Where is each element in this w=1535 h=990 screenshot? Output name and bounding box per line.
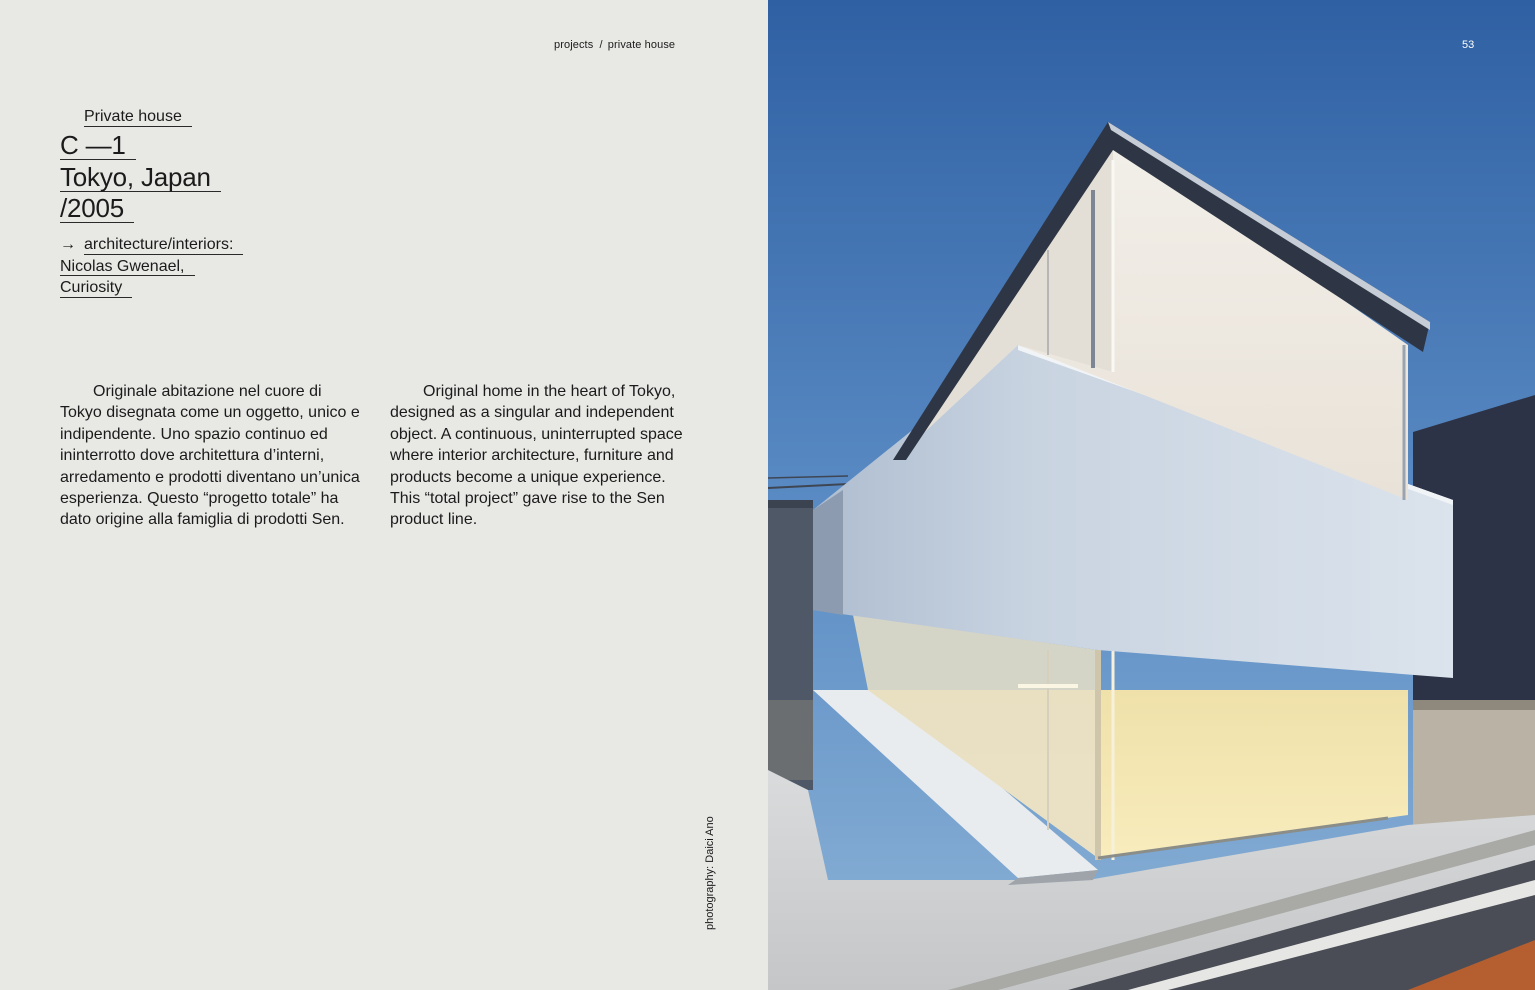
- kicker-label: Private house: [84, 109, 192, 127]
- credit-name: Curiosity: [60, 277, 243, 299]
- title-line-year: /2005: [60, 193, 221, 225]
- italian-paragraph: Originale abitazione nel cuore di Tokyo disegnata come un oggetto, unico e indipendente. Uno spazio continuo ed ininterrotto dove architettura d’interni, arredamento e prodotti diventano un’unica esperienza. Questo “progetto totale” ha dato origine alla famiglia di prodotti Sen.: [60, 383, 360, 529]
- english-paragraph: Original home in the heart of Tokyo, designed as a singular and independent object. A continuous, uninterrupted space where interior architecture, furniture and products become a unique experience. This “total project” gave rise to the Sen product line.: [390, 383, 683, 529]
- body-text-english: [390, 381, 685, 531]
- page-number: 53: [1462, 39, 1475, 51]
- credit-name: Nicolas Gwenael,: [60, 256, 243, 278]
- house-photo: [768, 0, 1535, 990]
- title-line-location: Tokyo, Japan: [60, 162, 221, 194]
- running-head-section: projects: [554, 39, 594, 51]
- running-head: [554, 39, 675, 51]
- project-title: [60, 130, 221, 225]
- credit-role: architecture/interiors:: [84, 237, 243, 255]
- project-credits: [60, 234, 243, 299]
- body-text-italian: [60, 381, 360, 531]
- running-head-subsection: private house: [607, 39, 676, 51]
- photo-credit: photography: Daici Ano: [704, 816, 716, 930]
- arrow-right-icon: →: [60, 236, 76, 253]
- credit-role-line: [60, 234, 243, 256]
- running-head-separator: /: [599, 39, 603, 51]
- project-kicker: [84, 108, 192, 127]
- right-page-photo: [768, 0, 1535, 990]
- title-line-code: C —1: [60, 130, 221, 162]
